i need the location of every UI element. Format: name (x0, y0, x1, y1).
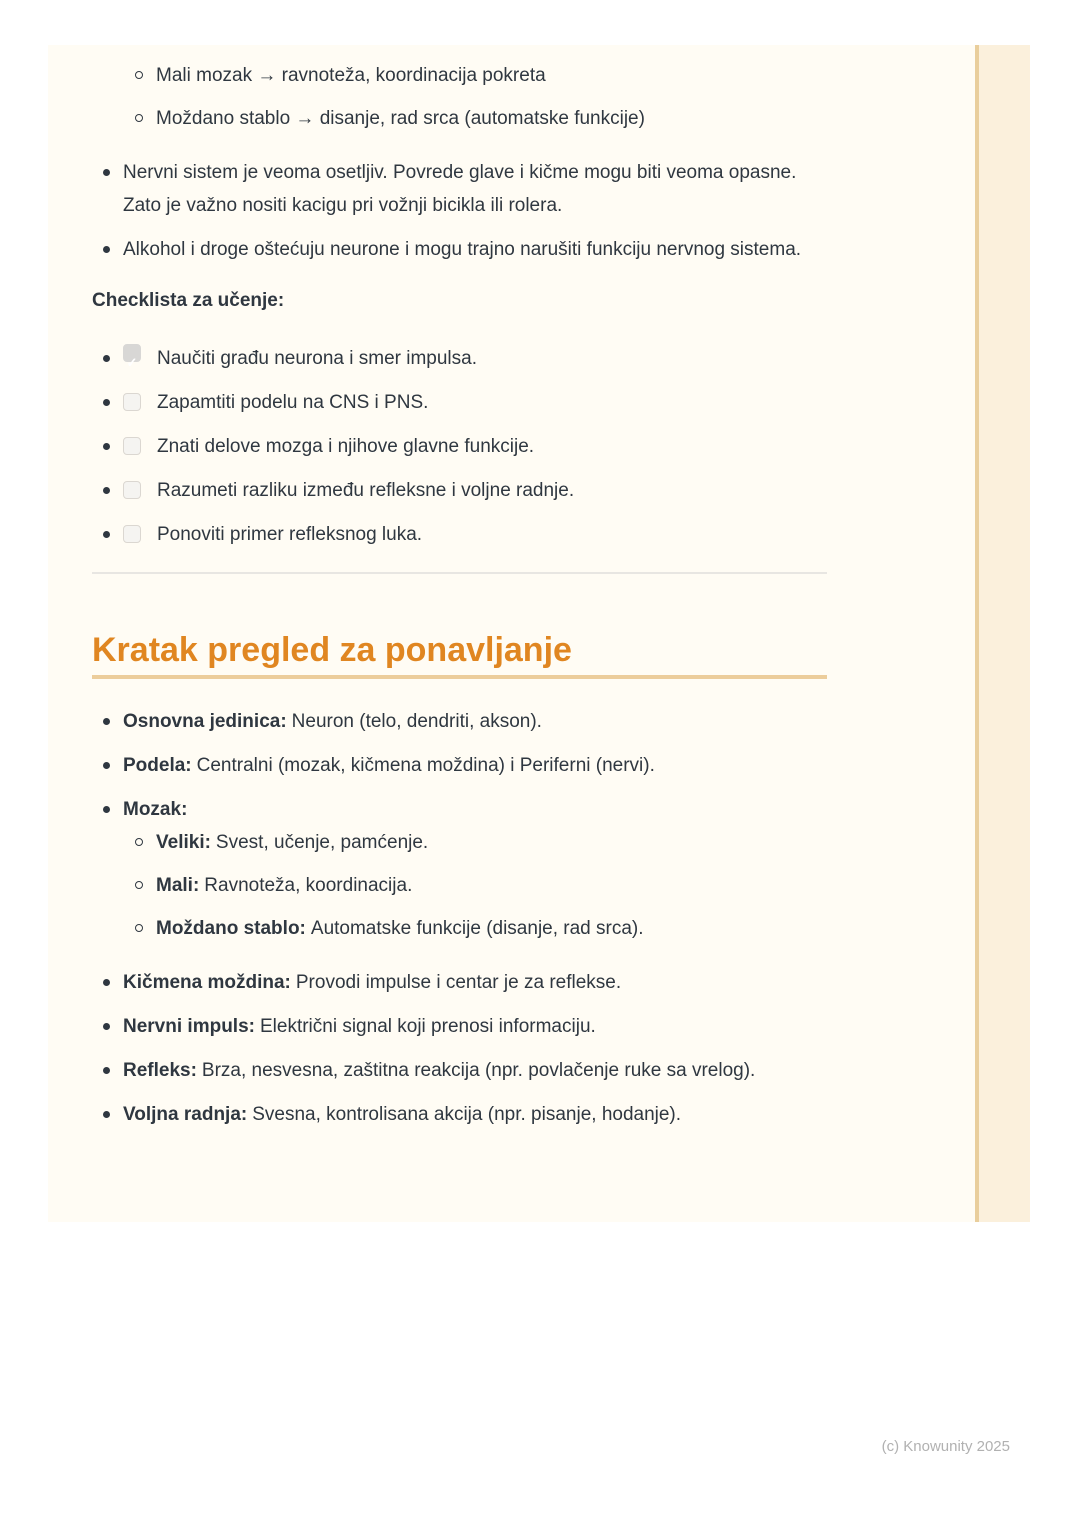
list-item-text: Nervni sistem je veoma osetljiv. Povrede glave i kičme mogu biti veoma opasne. Zato je važno nositi kacigu pri vožnji bicikla ili rolera. (123, 162, 797, 216)
checklist-item (92, 386, 827, 419)
checklist-item (92, 430, 827, 463)
checklist-item-label: Razumeti razliku između refleksne i voljne radnje. (157, 480, 575, 501)
list-item-lead: Nervni impuls: (123, 1016, 255, 1037)
list-item (92, 912, 827, 945)
list-item-text: Ravnoteža, koordinacija. (204, 875, 413, 896)
list-item-text: Provodi impulse i centar je za reflekse. (295, 972, 622, 993)
checklist-item-label: Znati delove mozga i njihove glavne funkcije. (157, 436, 535, 457)
review-list (92, 705, 827, 1131)
list-item-lead: Refleks: (123, 1060, 197, 1081)
checklist-item-label: Zapamtiti podelu na CNS i PNS. (157, 392, 429, 413)
list-item-text: Mali mozak → ravnoteža, koordinacija pokreta (156, 65, 546, 86)
list-item (92, 966, 827, 999)
list-item (92, 826, 827, 859)
section-divider (92, 572, 827, 574)
checklist-item (92, 474, 827, 507)
list-item (92, 869, 827, 902)
checkbox[interactable] (123, 437, 141, 455)
list-item (92, 102, 827, 135)
checkbox[interactable] (123, 393, 141, 411)
notes-page (48, 45, 1030, 1222)
page-content (92, 59, 827, 1131)
checkbox[interactable] (123, 481, 141, 499)
checkbox[interactable] (123, 525, 141, 543)
list-item-lead: Kičmena moždina: (123, 972, 291, 993)
list-item-lead: Mali: (156, 875, 200, 896)
list-item-text: Brza, nesvesna, zaštitna reakcija (npr. povlačenje ruke sa vrelog). (201, 1060, 756, 1081)
page-edge-stripe (975, 45, 1030, 1222)
list-item-text: Automatske funkcije (disanje, rad srca). (310, 918, 644, 939)
intro-list (92, 59, 827, 266)
list-item-text: Električni signal koji prenosi informaciju. (259, 1016, 596, 1037)
check-icon: ✓ (126, 355, 138, 370)
list-item-text: Svest, učenje, pamćenje. (215, 832, 429, 853)
checklist (92, 342, 827, 551)
list-item (92, 156, 827, 222)
list-item-lead: Mozak: (123, 799, 188, 820)
list-item-lead: Podela: (123, 755, 192, 776)
list-item (92, 1054, 827, 1087)
list-item-text: Centralni (mozak, kičmena moždina) i Periferni (nervi). (196, 755, 655, 776)
list-item-lead: Osnovna jedinica: (123, 711, 287, 732)
checkbox[interactable] (123, 344, 141, 370)
list-item (92, 749, 827, 782)
checklist-item-label: Naučiti građu neurona i smer impulsa. (157, 348, 477, 369)
list-item (92, 233, 827, 266)
list-item-lead: Veliki: (156, 832, 211, 853)
checklist-item-label: Ponoviti primer refleksnog luka. (157, 524, 423, 545)
list-item-text: Neuron (telo, dendriti, akson). (291, 711, 542, 732)
checklist-item (92, 518, 827, 551)
list-item-lead: Moždano stablo: (156, 918, 306, 939)
list-item (92, 1098, 827, 1131)
list-item-text: Svesna, kontrolisana akcija (npr. pisanje, hodanje). (252, 1104, 682, 1125)
list-item (92, 1010, 827, 1043)
list-item (92, 793, 827, 826)
list-item-text: Moždano stablo → disanje, rad srca (automatske funkcije) (156, 108, 645, 129)
list-item-lead: Voljna radnja: (123, 1104, 248, 1125)
list-item (92, 705, 827, 738)
review-title-underline (92, 675, 827, 679)
review-section-title: Kratak pregled za ponavljanje (92, 631, 572, 669)
list-item (92, 59, 827, 92)
checklist-item (92, 342, 827, 375)
list-item-text: Alkohol i droge oštećuju neurone i mogu trajno narušiti funkciju nervnog sistema. (123, 239, 802, 260)
checklist-title: Checklista za učenje: (92, 290, 285, 311)
footer-credit: (c) Knowunity 2025 (881, 1438, 1010, 1455)
